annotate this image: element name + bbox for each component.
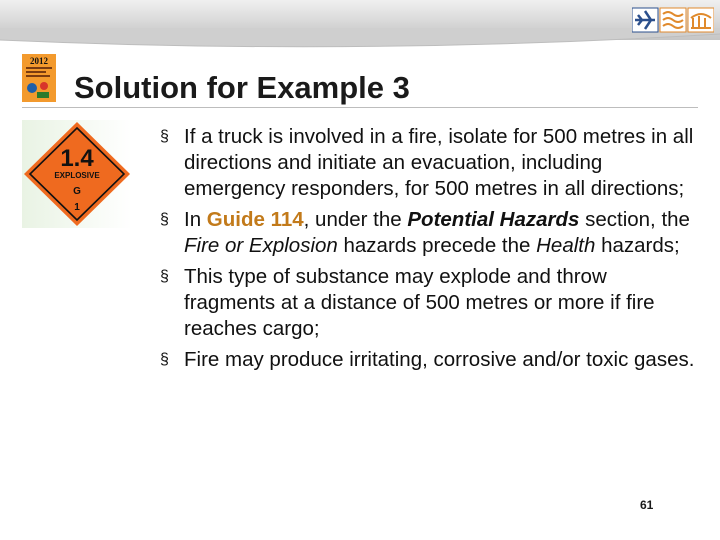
bullet-marker: § [160, 211, 169, 228]
header-curve [0, 28, 720, 58]
bullet-text-part: hazards; [595, 234, 680, 257]
guide-114-link[interactable]: Guide 114 [206, 208, 304, 231]
list-item [160, 347, 700, 373]
bullet-marker: § [160, 351, 169, 368]
bullet-text: This type of substance may explode and throw fragments at a distance of 500 metres or more if fire reaches cargo; [184, 265, 655, 340]
placard-division: 1.4 [60, 145, 94, 172]
bullet-text-part: , under the [303, 208, 408, 231]
list-item [160, 124, 700, 202]
bullet-text-part: section, the [579, 208, 690, 231]
title-divider [22, 107, 698, 108]
erg-guidebook-icon [22, 54, 56, 102]
bullet-text: If a truck is involved in a fire, isolate for 500 metres in all directions and initiate an evacuation, including emergency responders, for 500 metres in all directions; [184, 125, 694, 200]
bullet-text-part: In [184, 208, 207, 231]
bullet-text-part: hazards precede the [337, 234, 537, 257]
bullet-list [160, 124, 700, 378]
book-year: 2012 [30, 56, 48, 66]
list-item [160, 207, 700, 259]
placard-group: G [73, 186, 81, 197]
bullet-marker: § [160, 268, 169, 285]
fire-or-explosion-term: Fire or Explosion [184, 234, 338, 257]
list-item [160, 264, 700, 342]
organization-logo-icon [632, 6, 714, 34]
explosive-placard-icon [22, 120, 132, 228]
placard-class: 1 [74, 202, 80, 213]
page-number: 61 [640, 498, 654, 512]
bullet-marker: § [160, 128, 169, 145]
potential-hazards-term: Potential Hazards [407, 208, 580, 231]
bullet-text: Fire may produce irritating, corrosive and/or toxic gases. [184, 348, 695, 371]
health-term: Health [536, 234, 596, 257]
placard-word: EXPLOSIVE [54, 171, 100, 180]
slide-title: Solution for Example 3 [74, 70, 410, 105]
header-band [0, 0, 720, 40]
